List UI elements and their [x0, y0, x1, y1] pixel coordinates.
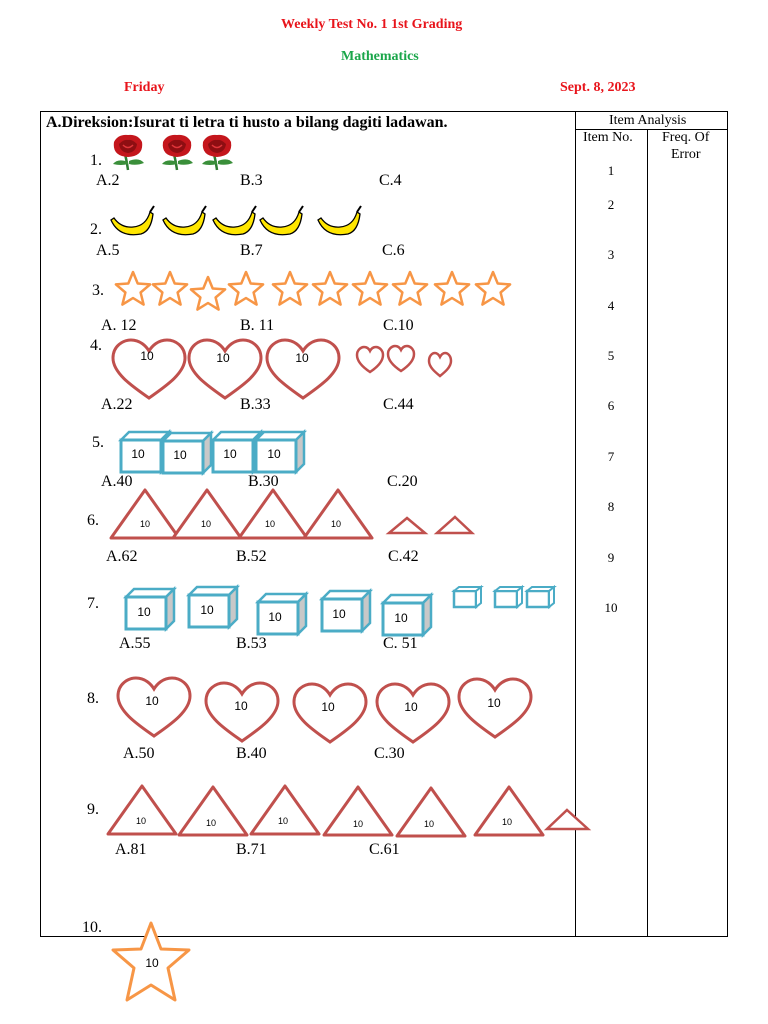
- shape-value-label: 10: [332, 607, 346, 621]
- triangle-icon: [437, 517, 472, 533]
- triangle-icon: [111, 490, 179, 538]
- question-number: 3.: [92, 282, 104, 299]
- cube-icon: [258, 594, 306, 634]
- choice-a: A.62: [106, 548, 138, 565]
- question-number: 7.: [87, 595, 99, 612]
- item-no-header: Item No.: [583, 130, 633, 145]
- star-icon: [313, 272, 347, 305]
- choice-b: B. 11: [240, 317, 275, 334]
- heart-icon: [357, 347, 383, 372]
- shape-value-label: 10: [216, 351, 230, 365]
- choice-a: A. 12: [101, 317, 137, 334]
- rose-icon: [202, 135, 233, 170]
- triangle-icon: [389, 518, 425, 533]
- choice-b: B.30: [248, 473, 279, 490]
- shape-value-label: 10: [404, 700, 418, 714]
- shape-value-label: 10: [268, 610, 282, 624]
- star-icon: [191, 277, 225, 310]
- test-title: Weekly Test No. 1 1st Grading: [281, 17, 463, 32]
- question-number: 9.: [87, 801, 99, 818]
- triangle-icon: [108, 786, 176, 834]
- choice-c: C.44: [383, 396, 414, 413]
- star-icon: [476, 272, 510, 305]
- shape-value-label: 10: [321, 700, 335, 714]
- heart-icon: [429, 353, 451, 376]
- star-icon: [153, 272, 187, 305]
- shape-value-label: 10: [487, 696, 501, 710]
- cube-icon: [322, 591, 370, 631]
- choice-b: B.52: [236, 548, 267, 565]
- small-cube-icon: [495, 587, 522, 607]
- small-cube-icon: [527, 587, 554, 607]
- choice-c: C.42: [388, 548, 419, 565]
- triangle-icon: [547, 810, 588, 829]
- banana-icon: [213, 206, 256, 235]
- choice-a: A.40: [101, 473, 133, 490]
- shape-value-label: 10: [135, 816, 147, 826]
- shape-value-label: 10: [200, 603, 214, 617]
- rose-icon: [162, 135, 193, 170]
- choice-a: A.22: [101, 396, 133, 413]
- triangle-icon: [304, 490, 372, 538]
- shape-value-label: 10: [173, 448, 187, 462]
- choice-c: C.4: [379, 172, 402, 189]
- subject-title: Mathematics: [341, 49, 419, 64]
- choice-b: B.33: [240, 396, 271, 413]
- choice-b: B.3: [240, 172, 263, 189]
- choice-b: B.53: [236, 635, 267, 652]
- shape-value-label: 10: [277, 816, 289, 826]
- question-number: 1.: [90, 152, 102, 169]
- question-number: 6.: [87, 512, 99, 529]
- item-number: 3: [607, 247, 615, 262]
- banana-icon: [111, 206, 154, 235]
- item-number: 4: [607, 298, 615, 313]
- item-number: 10: [604, 600, 618, 615]
- freq-header-line1: Freq. Of: [662, 130, 710, 145]
- triangle-icon: [475, 787, 543, 835]
- shape-value-label: 10: [352, 819, 364, 829]
- heart-icon: [267, 340, 339, 398]
- star-icon: [229, 272, 263, 305]
- shape-value-label: 10: [234, 699, 248, 713]
- shape-value-label: 10: [145, 956, 159, 970]
- shape-value-label: 10: [145, 694, 159, 708]
- choice-b: B.71: [236, 841, 267, 858]
- item-number: 2: [607, 197, 615, 212]
- choice-c: C.20: [387, 473, 418, 490]
- triangle-icon: [251, 786, 319, 834]
- item-number: 7: [607, 449, 615, 464]
- item-number: 6: [607, 398, 615, 413]
- choice-a: A.81: [115, 841, 147, 858]
- item-number: 1: [607, 163, 615, 178]
- choice-b: B.7: [240, 242, 263, 259]
- freq-header-line2: Error: [671, 147, 701, 162]
- item-number: 5: [607, 348, 615, 363]
- choice-c: C. 51: [383, 635, 418, 652]
- shape-value-label: 10: [330, 519, 342, 529]
- choice-c: C.30: [374, 745, 405, 762]
- star-icon: [435, 272, 469, 305]
- star-icon: [353, 272, 387, 305]
- banana-icon: [163, 206, 206, 235]
- star-icon: [273, 272, 307, 305]
- item-number: 8: [607, 499, 615, 514]
- heart-icon: [189, 340, 261, 398]
- star-icon: [393, 272, 427, 305]
- choice-a: A.55: [119, 635, 151, 652]
- star-icon: [116, 272, 150, 305]
- item-number: 9: [607, 550, 615, 565]
- choice-a: A.2: [96, 172, 120, 189]
- item-analysis-heading: Item Analysis: [609, 113, 687, 128]
- shape-value-label: 10: [501, 817, 513, 827]
- shape-value-label: 10: [205, 818, 217, 828]
- question-number: 2.: [90, 221, 102, 238]
- heart-icon: [388, 346, 414, 371]
- choice-a: A.50: [123, 745, 155, 762]
- shape-value-label: 10: [223, 447, 237, 461]
- shape-value-label: 10: [137, 605, 151, 619]
- cube-icon: [163, 433, 211, 473]
- choice-c: C.6: [382, 242, 405, 259]
- choice-c: C.61: [369, 841, 400, 858]
- question-number: 5.: [92, 434, 104, 451]
- shape-value-label: 10: [423, 819, 435, 829]
- triangle-icon: [173, 490, 241, 538]
- shape-value-label: 10: [139, 519, 151, 529]
- shape-value-label: 10: [140, 349, 154, 363]
- question-number: 8.: [87, 690, 99, 707]
- shape-value-label: 10: [264, 519, 276, 529]
- choice-a: A.5: [96, 242, 120, 259]
- shape-value-label: 10: [394, 611, 408, 625]
- banana-icon: [318, 206, 361, 235]
- choice-c: C.10: [383, 317, 414, 334]
- rose-icon: [113, 135, 144, 170]
- shape-value-label: 10: [131, 447, 145, 461]
- shape-value-label: 10: [295, 351, 309, 365]
- question-number: 4.: [90, 337, 102, 354]
- question-number: 10.: [82, 919, 102, 936]
- choice-b: B.40: [236, 745, 267, 762]
- directions-text: A.Direksion:Isurat ti letra ti husto a bilang dagiti ladawan.: [46, 114, 448, 131]
- triangle-icon: [239, 490, 307, 538]
- shape-value-label: 10: [267, 447, 281, 461]
- banana-icon: [260, 206, 303, 235]
- day-label: Friday: [124, 80, 165, 95]
- cube-icon: [213, 432, 261, 472]
- small-cube-icon: [454, 587, 481, 607]
- shape-value-label: 10: [200, 519, 212, 529]
- date-label: Sept. 8, 2023: [560, 80, 636, 95]
